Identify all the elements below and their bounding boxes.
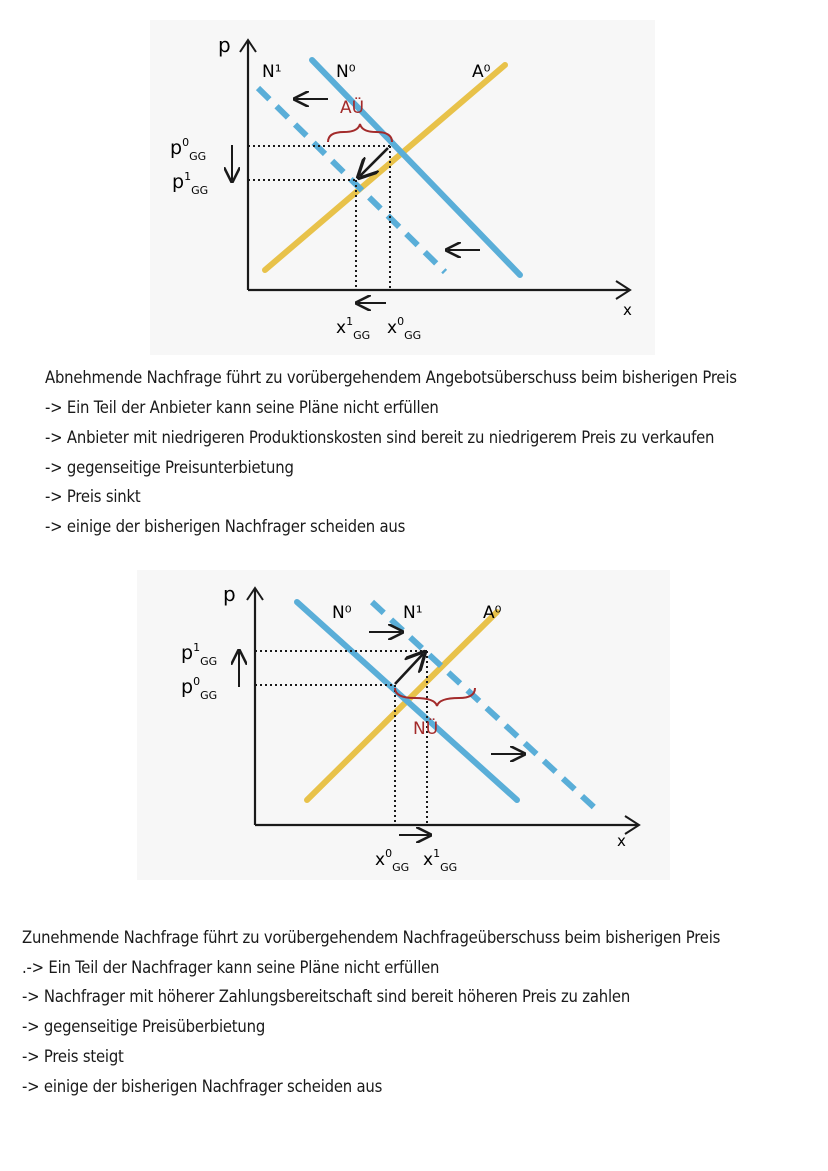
diagram-demand-increase	[137, 570, 670, 880]
label-a0: A⁰	[483, 603, 502, 623]
note-line: -> Preis steigt	[22, 1047, 124, 1066]
label-n1: N¹	[262, 62, 282, 82]
surplus-brace	[328, 124, 392, 142]
demand-curve-n0	[297, 602, 517, 800]
axis-label-p: p	[223, 582, 236, 606]
note-line: -> Preis sinkt	[45, 487, 141, 506]
shortage-label: NÜ	[413, 719, 439, 739]
label-qty-new: $x^1_{GG}$	[423, 847, 458, 874]
label-qty-old: $x^0_{GG}$	[375, 847, 410, 874]
label-n0: N⁰	[332, 603, 352, 623]
label-n1: N¹	[403, 603, 423, 623]
axis-label-x: x	[617, 832, 626, 850]
label-price-old: $p^0_{GG}$	[170, 136, 207, 163]
note-line: -> gegenseitige Preisunterbietung	[45, 458, 294, 477]
label-price-old: $p^0_{GG}$	[181, 675, 218, 702]
axis-label-p: p	[218, 33, 231, 57]
note-line: -> gegenseitige Preisüberbietung	[22, 1017, 266, 1036]
axis-label-x: x	[623, 301, 632, 319]
label-a0: A⁰	[472, 62, 491, 82]
note-line: Zunehmende Nachfrage führt zu vorübergehendem Nachfrageüberschuss beim bisherigen Preis	[22, 928, 721, 947]
note-line: Abnehmende Nachfrage führt zu vorübergehendem Angebotsüberschuss beim bisherigen Preis	[45, 368, 737, 387]
supply-curve	[265, 65, 505, 270]
note-line: -> einige der bisherigen Nachfrager scheiden aus	[45, 517, 406, 536]
label-price-new: $p^1_{GG}$	[172, 170, 209, 197]
surplus-label: AÜ	[340, 98, 365, 118]
label-qty-new: $x^1_{GG}$	[336, 315, 371, 342]
note-line: -> Anbieter mit niedrigeren Produktionskosten sind bereit zu niedrigerem Preis zu verkaufen	[45, 428, 715, 447]
note-line: .-> Ein Teil der Nachfrager kann seine Pläne nicht erfüllen	[22, 958, 440, 977]
diagram-demand-decrease	[150, 20, 655, 355]
label-price-new: $p^1_{GG}$	[181, 641, 218, 668]
label-qty-old: $x^0_{GG}$	[387, 315, 422, 342]
note-line: -> Nachfrager mit höherer Zahlungsbereitschaft sind bereit höheren Preis zu zahlen	[22, 987, 631, 1006]
label-n0: N⁰	[336, 62, 356, 82]
equilibrium-shift-arrow	[395, 654, 423, 684]
note-line: -> einige der bisherigen Nachfrager scheiden aus	[22, 1077, 383, 1096]
note-line: -> Ein Teil der Anbieter kann seine Pläne nicht erfüllen	[45, 398, 439, 417]
